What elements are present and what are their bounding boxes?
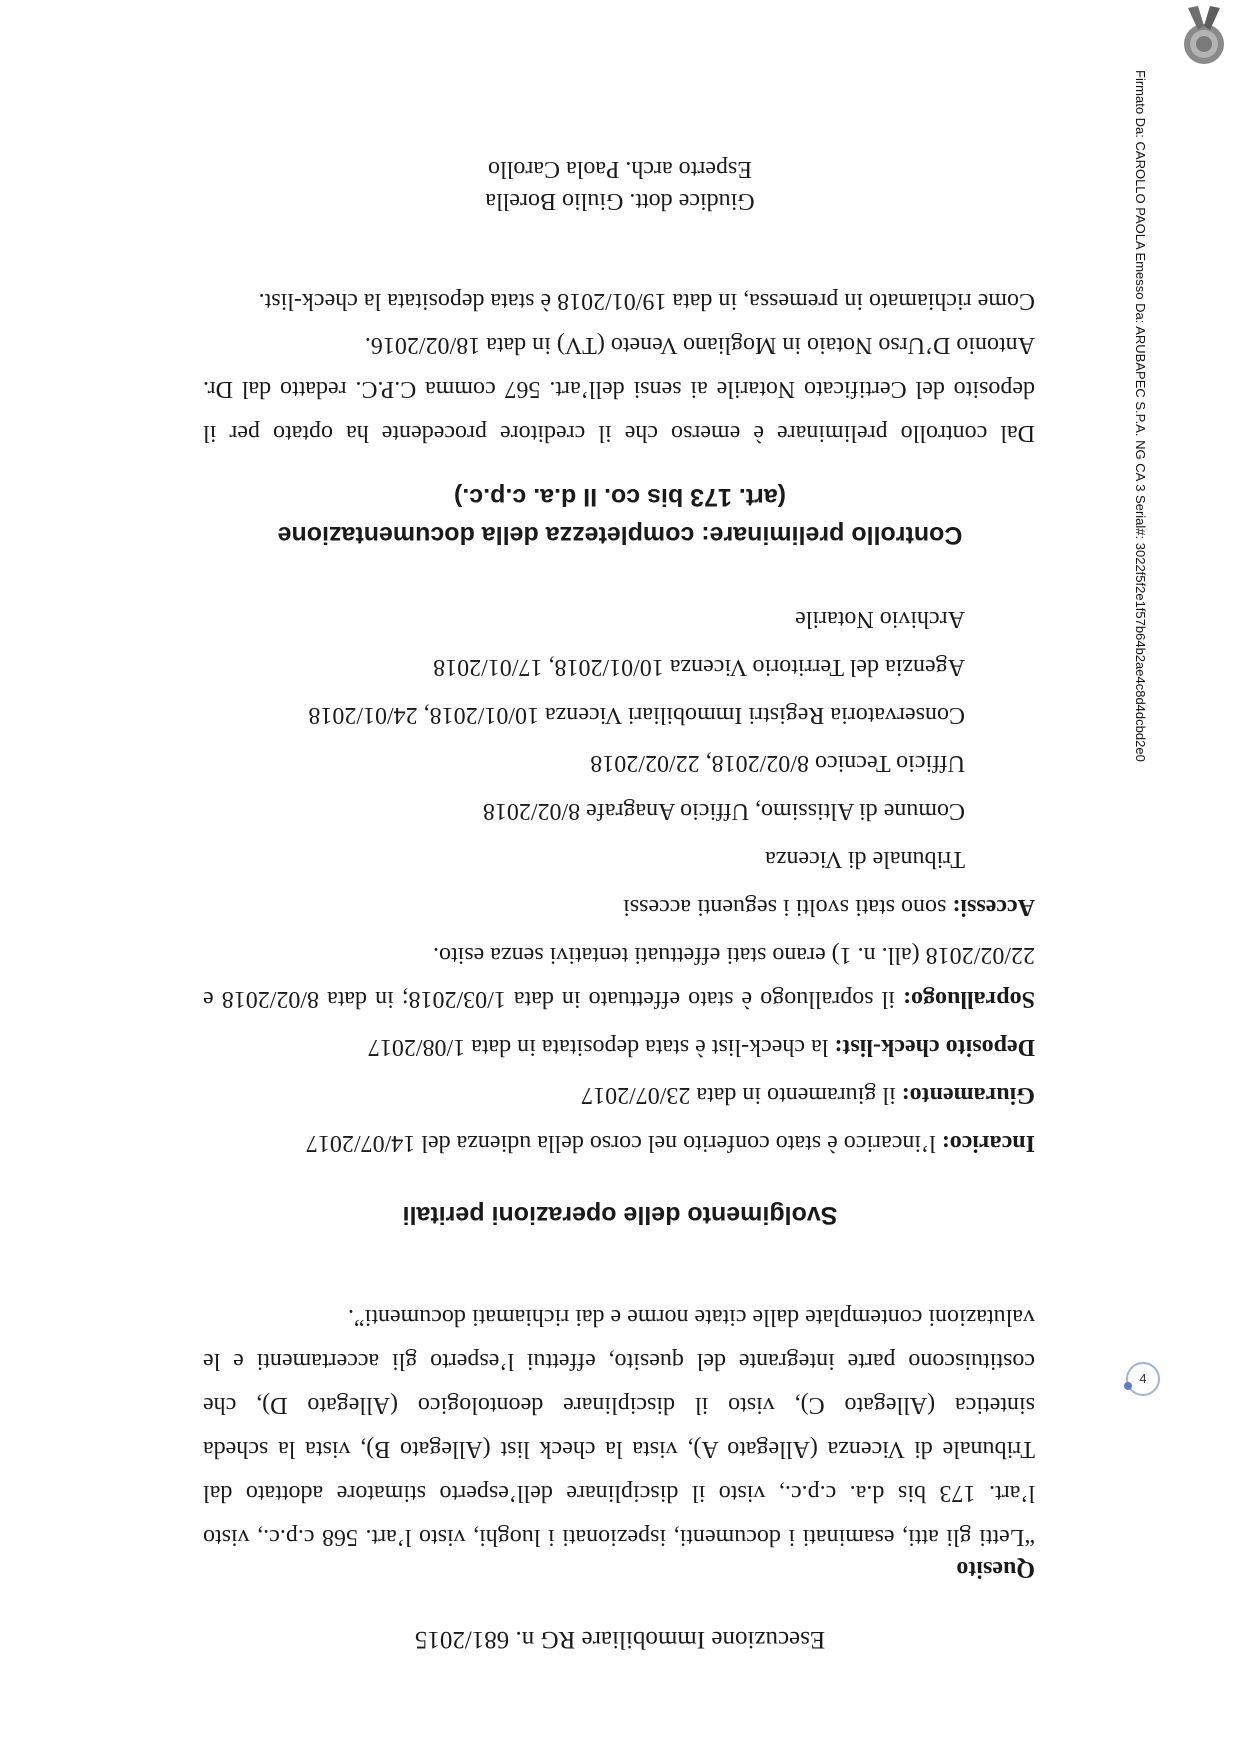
controllo-line: Come richiamato in premessa, in data 19/01/2018 è stata depositata la check-list.	[258, 288, 1035, 314]
quesito-line: Tribunale di Vicenza (Allegato A), vista la check list (Allegato B), vista la scheda	[203, 1436, 1035, 1462]
page-number-badge[interactable]	[1126, 1362, 1160, 1396]
giuramento-label: Giuramento:	[901, 1082, 1035, 1108]
section-title-controllo: Controllo preliminare: completezza della documentazione	[277, 521, 963, 549]
accessi-label: Accessi:	[952, 894, 1035, 920]
quesito-line: sintetica (Allegato C), visto il disciplinare deontologico (Allegato D), che	[203, 1392, 1035, 1418]
incarico-label: Incarico:	[941, 1130, 1035, 1156]
sopralluogo-label: Sopralluogo:	[902, 986, 1035, 1012]
deposito-label: Deposito check-list:	[834, 1034, 1035, 1060]
section-title-svolgimento: Svolgimento delle operazioni peritali	[402, 1201, 838, 1229]
deposito-row	[368, 1032, 1035, 1062]
sopralluogo-text: il sopralluogo è stato effettuato in data 1/03/2018; in data 8/02/2018 e	[203, 986, 903, 1012]
page-header: Esecuzione Immobiliare RG n. 681/2015	[414, 1626, 826, 1653]
giuramento-row	[581, 1080, 1035, 1110]
accesso-item: Agenzia del Territorio Vicenza 10/01/2018, 17/01/2018	[433, 654, 965, 680]
accesso-item: Comune di Altissimo, Ufficio Anagrafe 8/02/2018	[482, 798, 965, 824]
page-number: 4	[1139, 1371, 1147, 1386]
incarico-row	[306, 1128, 1035, 1158]
digital-signature-stamp: Firmato Da: CAROLLO PAOLA Emesso Da: ARUBAPEC S.P.A. NG CA 3 Serial#: 3022f5f2e1f57b64b2ae4c8d4dcbd2e0	[1133, 70, 1148, 762]
marker-dot-icon	[1124, 1382, 1132, 1390]
controllo-line: Antonio D’Urso Notaio in Mogliano Veneto (TV) in data 18/02/2016.	[364, 332, 1035, 358]
accesso-item: Ufficio Tecnico 8/02/2018, 22/02/2018	[590, 750, 965, 776]
footer-giudice: Giudice dott. Giulio Borella	[485, 188, 755, 214]
accesso-item: Archivio Notarile	[795, 606, 965, 632]
controllo-line: deposito del Certificato Notarile ai sensi dell’art. 567 comma C.P.C. redatto dal Dr.	[203, 376, 1035, 402]
quesito-line: costituiscono parte integrante del quesito, effettui l’esperto gli accertamenti e le	[203, 1348, 1035, 1374]
footer-esperto: Esperto arch. Paola Carollo	[488, 156, 752, 182]
sopralluogo-row	[203, 984, 1035, 1014]
quesito-line: l’art. 173 bis d.a. c.p.c., visto il disciplinare dell’esperto stimatore adottato dal	[203, 1480, 1035, 1506]
giuramento-text: il giuramento in data 23/07/2017	[581, 1082, 902, 1108]
controllo-line: Dal controllo preliminare è emerso che il creditore procedente ha optato per il	[203, 420, 1035, 446]
accesso-item: Conservatoria Registri Immobiliari Vicenza 10/01/2018, 24/01/2018	[308, 702, 965, 728]
accesso-item: Tribunale di Vicenza	[765, 846, 965, 872]
accessi-row	[623, 892, 1035, 922]
signature-seal-icon	[1176, 4, 1232, 70]
incarico-text: l’incarico è stato conferito nel corso della udienza del 14/07/2017	[305, 1130, 942, 1156]
section-subtitle-controllo: (art. 173 bis co. II d.a. c.p.c.)	[453, 483, 787, 511]
quesito-line: “Letti gli atti, esaminati i documenti, ispezionati i luoghi, visto l’art. 568 c.p.c., visto	[203, 1524, 1035, 1550]
deposito-text: la check-list è stata depositata in data 1/08/2017	[367, 1034, 835, 1060]
sopralluogo-text-2: 22/02/2018 (all. n. 1) erano stati effettuati tentativi senza esito.	[432, 942, 1035, 968]
quesito-label: Quesito	[956, 1556, 1035, 1582]
accessi-text: sono stati svolti i seguenti accessi	[623, 894, 953, 920]
quesito-line: valutazioni contemplate dalle citate norme e dai richiamati documenti”.	[347, 1304, 1035, 1330]
